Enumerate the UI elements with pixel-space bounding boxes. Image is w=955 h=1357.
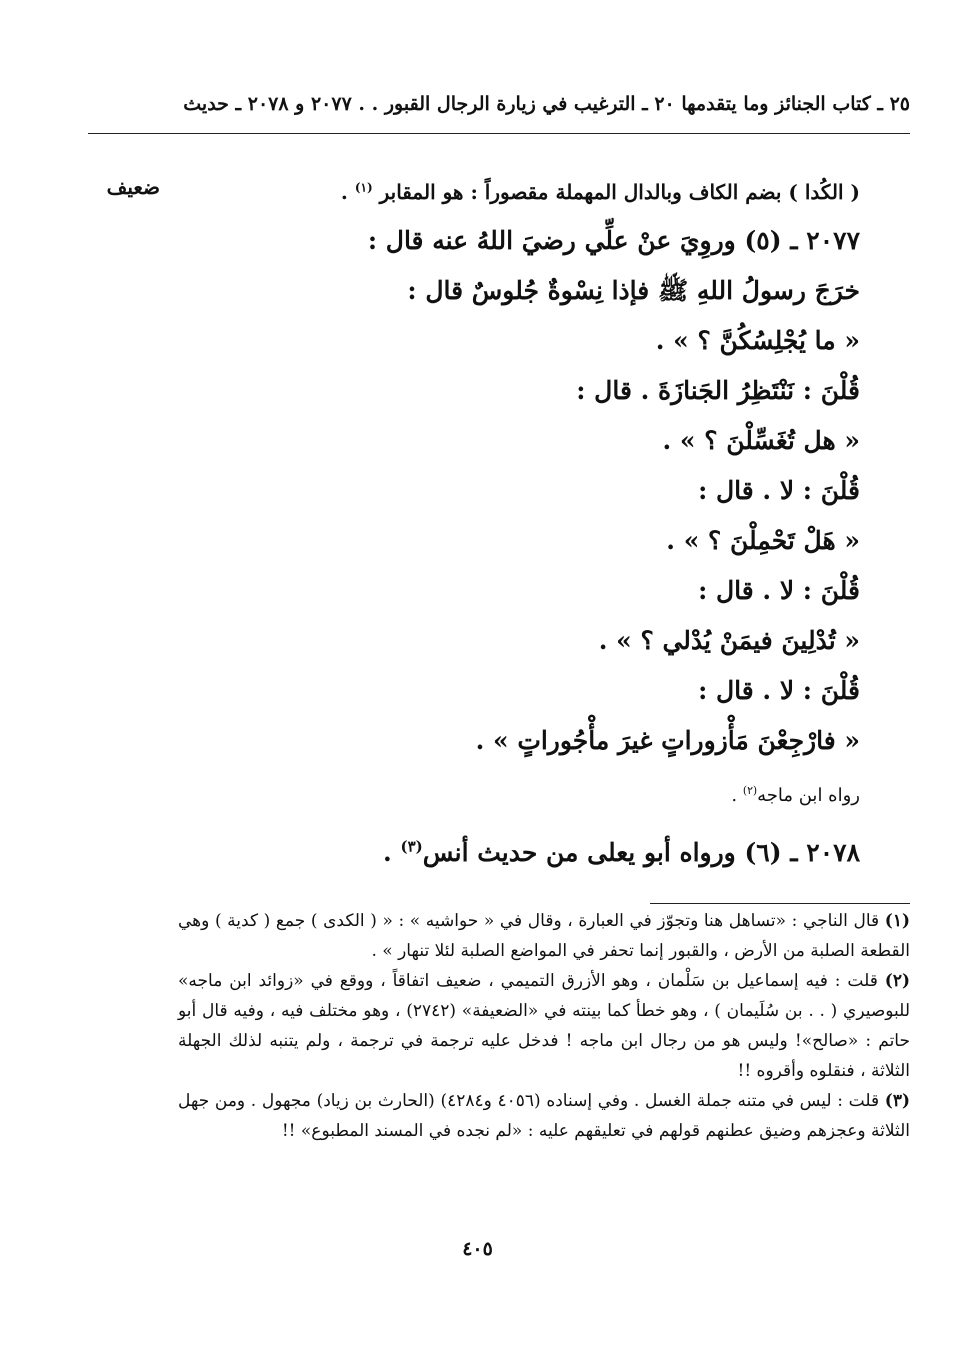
hadith-2077-line: « ما يُجْلِسُكُنَّ ؟ » . [655,326,860,355]
hadith-2077-line: قُلْنَ : لا . قال : [698,476,860,505]
footnote-3 [178,1086,910,1146]
hadith-2078-text: ٢٠٧٨ ـ (٦) ورواه أبو يعلى من حديث أنس [422,838,860,867]
running-header: ٢٥ ـ كتاب الجنائز وما يتقدمها ٢٠ ـ الترغيب في زيارة الرجال القبور . . ٢٠٧٧ و ٢٠٧٨ ـ حديث [183,93,910,115]
hadith-2078-line [300,828,860,878]
footnote-text: قلت : فيه إسماعيل بن سَلْمان ، وهو الأزرق التميمي ، ضعيف اتفاقاً ، ووقع في «زوائد ابن ماجه» للبوصيري ( . . بن سُلَيمان ) ، وهو خطأ كما بينته في «الضعيفة» (٢٧٤٢) ، وهو مختلف فيه ، وفيه قال أبو حاتم : «صالح»! وليس هو من رجال ابن ماجه ! فدخل عليه ترجمة في ترجمة ، ولم يتنبه لذلك الجهلة الثلاثة ، فنقلوه وأقروه !! [178,971,910,1081]
footnote-ref-2[interactable]: (٢) [742,784,758,797]
footnote-divider [650,903,910,904]
footnotes [178,906,910,1146]
footnote-text: قلت : ليس في متنه جملة الغسل . وفي إسناده (٤٠٥٦ و٤٢٨٤) (الحارث بن زياد) مجهول . ومن جهل الثلاثة وعجزهم وضيق عطنهم قولهم في تعليقهم عليه : «لم نجده في المسند المطبوع» !! [178,1091,910,1141]
hadith-2077-line: ٢٠٧٧ ـ (٥) وروِيَ عنْ علِّي رضيَ اللهُ عنه قال : [367,226,860,255]
hadith-2077-line: قُلْنَ : نَنْتَظِرُ الجَنازَةَ . قال : [576,376,860,405]
source-text: رواه ابن ماجه [757,785,860,806]
gloss-end: . [340,180,355,204]
hadith-2077-source [300,766,860,828]
footnote-1 [178,906,910,966]
hadith-2077-line: « فارْجِعْنَ مَأْزوراتٍ غيرَ مأْجُوراتٍ » . [475,726,860,755]
footnote-number: (٢) [884,971,911,991]
hadith-2077-line: قُلْنَ : لا . قال : [698,576,860,605]
main-text [300,168,860,878]
page-number: ٤٠٥ [462,1238,493,1260]
hadith-2077-line: « هَلْ تَحْمِلْنَ ؟ » . [666,526,860,555]
hadith-grade-label: ضعيف [106,175,160,199]
footnote-text: قال الناجي : «تساهل هنا وتجوّز في العبارة ، وقال في « حواشيه » : « ( الكدى ) جمع ( كدية ) وهي القطعة الصلبة من الأرض ، والقبور إنما تحفر في المواضع الصلبة لئلا تنهار » . [178,911,910,961]
hadith-2077-line: « تُدْلِينَ فيمَنْ يُدْلي ؟ » . [598,626,860,655]
hadith-2077-line: « هل تُغَسِّلْنَ ؟ » . [662,426,860,455]
footnote-number: (٣) [884,1091,910,1111]
footnote-2 [178,966,910,1086]
header-divider [88,133,910,134]
footnote-number: (١) [884,911,910,931]
footnote-ref-3[interactable]: (٣) [400,837,423,856]
hadith-2078-end: . [383,838,401,867]
hadith-2077-line: خرَجَ رسولُ اللهِ ﷺ فإذا نِسْوةٌ جُلوسٌ قال : [407,276,860,305]
hadith-2077-line: قُلْنَ : لا . قال : [698,676,860,705]
gloss-text: ( الكُدا ) بضم الكاف وبالدال المهملة مقصوراً : هو المقابر [379,180,860,204]
gloss-line [300,168,860,216]
footnote-ref-1[interactable]: (١) [354,180,373,195]
source-end: . [731,785,743,806]
